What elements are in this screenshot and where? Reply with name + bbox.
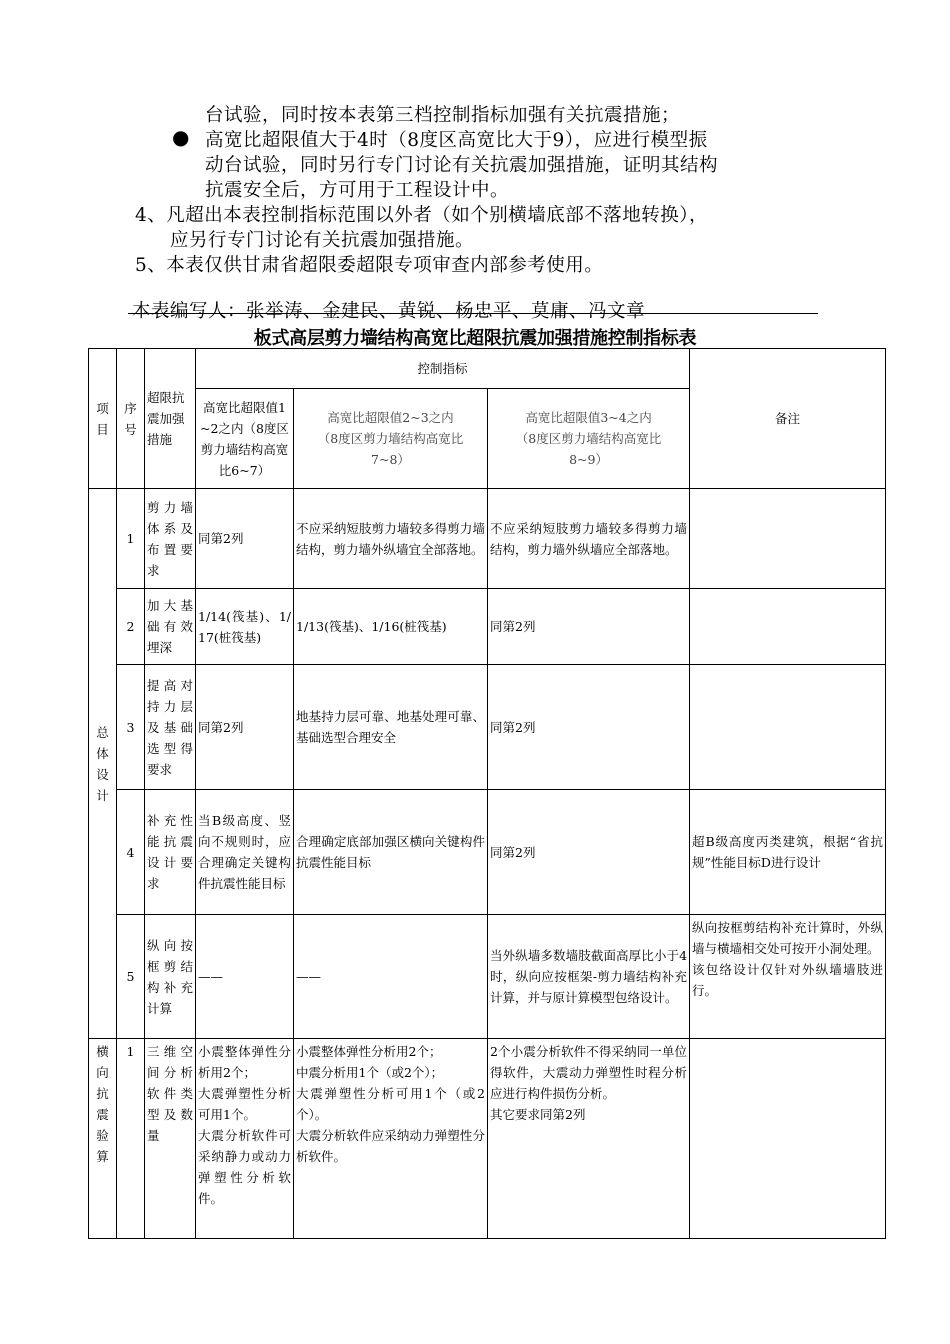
table-row [89,1039,886,1239]
row-col2: 1/13(筏基)、1/16(桩筏基) [294,589,488,665]
bullet-icon: ● [172,125,190,149]
row-measure: 提高对持力层及基础选型得要求 [145,665,196,790]
row-col3: 同第2列 [488,790,690,915]
row-col3: 同第2列 [488,589,690,665]
row-note [690,589,886,665]
group-overall-design: 总体设计 [89,489,117,1039]
row-note [690,665,886,790]
row-measure: 加大基础有效埋深 [145,589,196,665]
header-measure: 超限抗震加强措施 [145,349,196,489]
row-col1: —— [196,915,294,1039]
row-measure: 纵向按框剪结构补充计算 [145,915,196,1039]
row-seq: 1 [117,489,145,589]
intro-line-3: 动台试验，同时另行专门讨论有关抗震加强措施，证明其结构 [205,155,719,176]
header-col2: 高宽比超限值2~3之内 （8度区剪力墙结构高宽比 7~8） [294,389,488,489]
table-row [89,915,886,1039]
header-project: 项目 [89,349,117,489]
author-line: 本表编写人：张举涛、金建民、黄锐、杨忠平、莫庸、冯文章 [132,301,646,322]
intro-line-4: 抗震安全后，方可用于工程设计中。 [205,180,510,201]
row-seq: 4 [117,790,145,915]
row-measure: 剪力墙体系及布置要求 [145,489,196,589]
row-col3: 同第2列 [488,665,690,790]
strikethrough-rule [128,313,818,314]
row-col3: 不应采纳短肢剪力墙较多得剪力墙结构，剪力墙外纵墙应全部落地。 [488,489,690,589]
header-note: 备注 [690,349,886,489]
row-seq: 5 [117,915,145,1039]
row-seq: 3 [117,665,145,790]
row-measure: 三维空间分析软件类型及数量 [145,1039,196,1239]
header-col3: 高宽比超限值3~4之内 （8度区剪力墙结构高宽比 8~9） [488,389,690,489]
row-col2: 地基持力层可靠、地基处理可靠、基础选型合理安全 [294,665,488,790]
table-row [89,665,886,790]
intro-line-7: 5、本表仅供甘肃省超限委超限专项审查内部参考使用。 [135,255,604,276]
row-col1: 小震整体弹性分析用2个； 大震弹塑性分析可用1个。 大震分析软件可采纳静力或动力弹塑性分析软件。 [196,1039,294,1239]
row-col2: —— [294,915,488,1039]
intro-line-6: 应另行专门讨论有关抗震加强措施。 [170,230,475,251]
header-seq: 序号 [117,349,145,489]
row-col1: 同第2列 [196,665,294,790]
row-col1: 1/14(筏基)、1/17(桩筏基) [196,589,294,665]
group-transverse-seismic-check: 横向抗震验算 [89,1039,117,1239]
row-col2: 不应采纳短肢剪力墙较多得剪力墙结构，剪力墙外纵墙宜全部落地。 [294,489,488,589]
row-col3: 2个小震分析软件不得采纳同一单位得软件，大震动力弹塑性时程分析应进行构件损伤分析。 其它要求同第2列 [488,1039,690,1239]
control-index-table [88,348,886,1239]
row-note: 纵向按框剪结构补充计算时，外纵墙与横墙相交处可按开小洞处理。 该包络设计仅针对外纵墙墙肢进行。 [690,915,886,1039]
table-row [89,589,886,665]
table-row [89,790,886,915]
row-col1: 同第2列 [196,489,294,589]
header-control: 控制指标 [196,349,690,389]
row-note [690,1039,886,1239]
row-col1: 当B级高度、竖向不规则时，应合理确定关键构件抗震性能目标 [196,790,294,915]
row-measure: 补充性能抗震设计要求 [145,790,196,915]
row-note [690,489,886,589]
row-col2: 小震整体弹性分析用2个； 中震分析用1个（或2个）； 大震弹塑性分析可用1个（或2个）。 大震分析软件应采纳动力弹塑性分析软件。 [294,1039,488,1239]
row-col2: 合理确定底部加强区横向关键构件抗震性能目标 [294,790,488,915]
intro-line-2: 高宽比超限值大于4时（8度区高宽比大于9），应进行模型振 [205,130,708,151]
row-seq: 2 [117,589,145,665]
table-title: 板式高层剪力墙结构高宽比超限抗震加强措施控制指标表 [253,328,697,349]
row-col3: 当外纵墙多数墙肢截面高厚比小于4时，纵向应按框架-剪力墙结构补充计算，并与原计算模型包络设计。 [488,915,690,1039]
header-col1: 高宽比超限值1~2之内（8度区剪力墙结构高宽比6~7） [196,389,294,489]
row-note: 超B级高度丙类建筑，根据“省抗规”性能目标D进行设计 [690,790,886,915]
table-row [89,489,886,589]
intro-line-1: 台试验，同时按本表第三档控制指标加强有关抗震措施； [205,105,681,126]
row-seq: 1 [117,1039,145,1239]
intro-line-5: 4、凡超出本表控制指标范围以外者（如个别横墙底部不落地转换）， [135,205,709,226]
